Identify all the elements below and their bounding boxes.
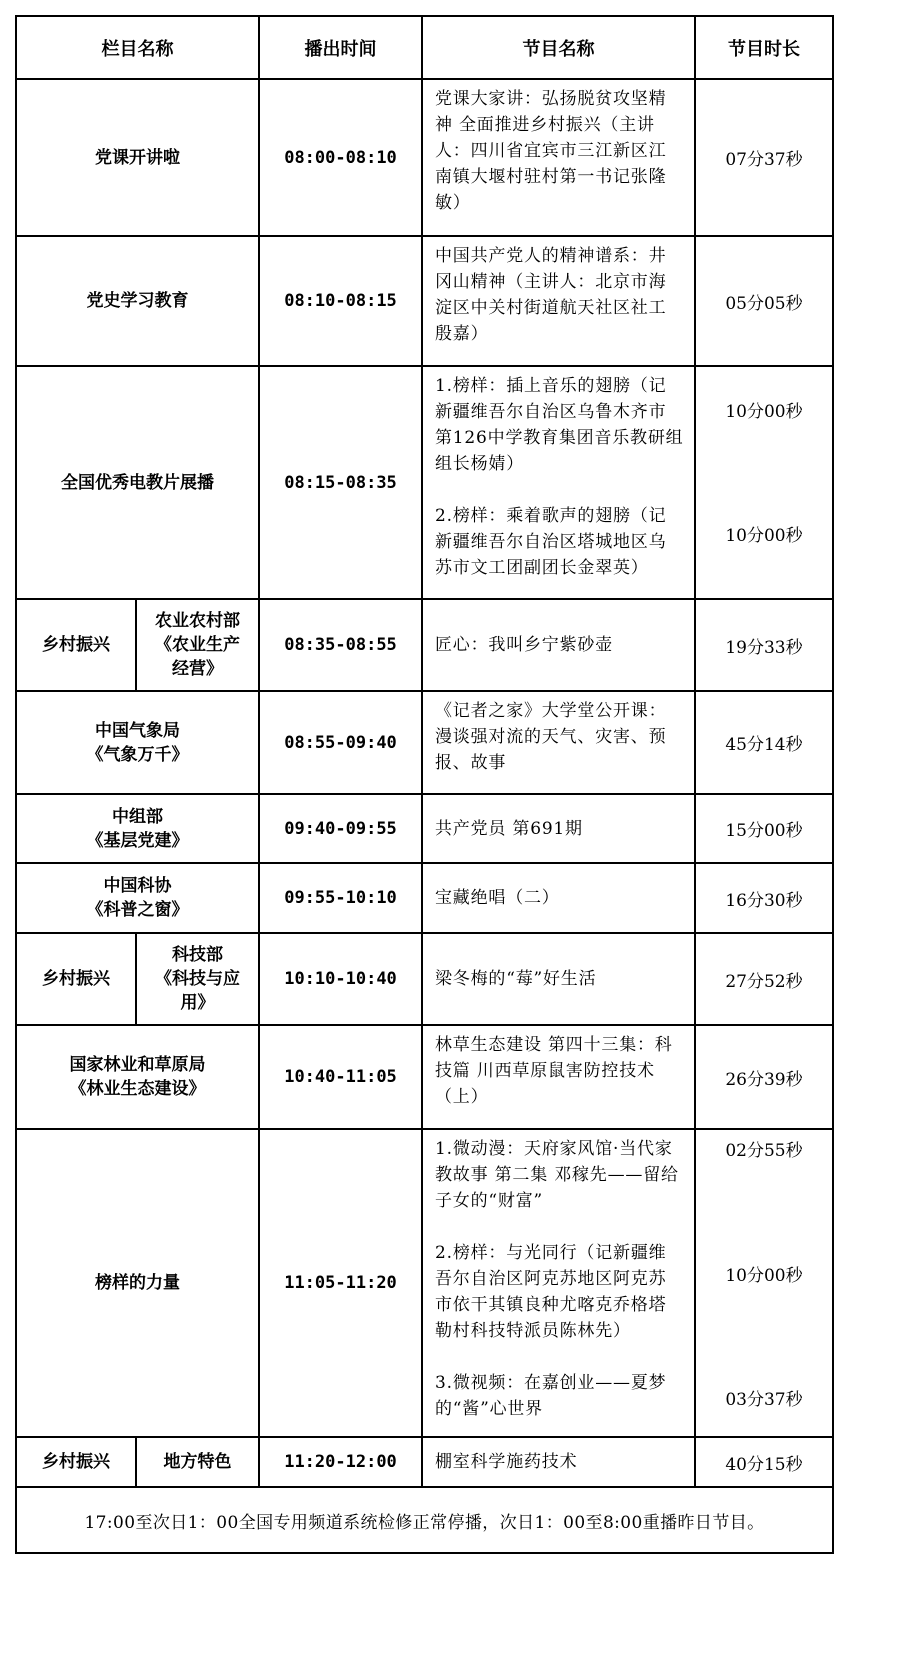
footer-row xyxy=(16,1487,833,1553)
column-name xyxy=(16,794,259,863)
header-row xyxy=(16,16,833,79)
program-name xyxy=(422,236,695,366)
air-time: 08:15-08:35 xyxy=(259,366,422,599)
sub-line: 国家林业和草原局 xyxy=(69,1055,206,1075)
program-text: 3.微视频：在嘉创业——夏梦的“酱”心世界 xyxy=(435,1373,667,1419)
program-text: 棚室科学施药技术 xyxy=(435,1452,578,1472)
sub-line: 《科技与应 xyxy=(155,969,240,989)
table-row xyxy=(16,599,833,691)
duration-item: 10分00秒 xyxy=(725,526,803,546)
table-row xyxy=(16,1025,833,1129)
table-row xyxy=(16,366,833,599)
air-time: 10:40-11:05 xyxy=(259,1025,422,1129)
duration-item: 10分00秒 xyxy=(725,1266,803,1286)
program-text: 匠心：我叫乡宁紫砂壶 xyxy=(435,635,613,655)
column-name: 乡村振兴 xyxy=(16,933,136,1025)
table-row xyxy=(16,1129,833,1437)
sub-line: 农业农村部 xyxy=(155,611,240,631)
header-duration: 节目时长 xyxy=(695,16,833,79)
table-row xyxy=(16,691,833,794)
table-row xyxy=(16,863,833,933)
column-name: 榜样的力量 xyxy=(16,1129,259,1437)
program-name xyxy=(422,1437,695,1487)
footer-note: 17:00至次日1：00全国专用频道系统检修正常停播，次日1：00至8:00重播昨日节目。 xyxy=(16,1487,833,1553)
column-name xyxy=(16,691,259,794)
duration: 19分33秒 xyxy=(695,599,833,691)
sub-line: 《农业生产 xyxy=(155,635,240,655)
duration: 16分30秒 xyxy=(695,863,833,933)
duration-item: 02分55秒 xyxy=(725,1141,803,1161)
program-text: 共产党员 第691期 xyxy=(435,818,583,839)
air-time: 09:55-10:10 xyxy=(259,863,422,933)
header-column-name: 栏目名称 xyxy=(16,16,259,79)
duration: 07分37秒 xyxy=(695,79,833,236)
duration-item: 03分37秒 xyxy=(725,1390,803,1410)
air-time: 11:20-12:00 xyxy=(259,1437,422,1487)
program-text: 林草生态建设 第四十三集：科技篇 川西草原鼠害防控技术（上） xyxy=(435,1035,673,1107)
duration: 45分14秒 xyxy=(695,691,833,794)
column-name xyxy=(16,863,259,933)
duration: 40分15秒 xyxy=(695,1437,833,1487)
air-time: 08:55-09:40 xyxy=(259,691,422,794)
table-row xyxy=(16,236,833,366)
duration xyxy=(695,366,833,599)
duration: 15分00秒 xyxy=(695,794,833,863)
program-name xyxy=(422,933,695,1025)
table-row xyxy=(16,933,833,1025)
air-time: 08:10-08:15 xyxy=(259,236,422,366)
program-text: 2.榜样：乘着歌声的翅膀（记新疆维吾尔自治区塔城地区乌苏市文工团副团长金翠英） xyxy=(435,506,667,578)
sub-line: 《林业生态建设》 xyxy=(69,1079,206,1099)
sub-line: 《气象万千》 xyxy=(86,744,189,765)
header-program: 节目名称 xyxy=(422,16,695,79)
sub-line: 中国科协 xyxy=(103,876,172,896)
program-name xyxy=(422,1025,695,1129)
program-text: 1.榜样：插上音乐的翅膀（记新疆维吾尔自治区乌鲁木齐市第126中学教育集团音乐教研组组长杨婧） xyxy=(435,376,684,474)
program-text: 宝藏绝唱（二） xyxy=(435,888,560,908)
sub-column-name xyxy=(136,599,259,691)
sub-line: 《科普之窗》 xyxy=(86,900,189,920)
sub-line: 中国气象局 xyxy=(95,720,180,741)
air-time: 08:35-08:55 xyxy=(259,599,422,691)
column-name: 乡村振兴 xyxy=(16,599,136,691)
sub-line: 用》 xyxy=(180,993,215,1013)
air-time: 11:05-11:20 xyxy=(259,1129,422,1437)
duration: 27分52秒 xyxy=(695,933,833,1025)
column-name: 党史学习教育 xyxy=(16,236,259,366)
table-row xyxy=(16,1437,833,1487)
program-text: 1.微动漫：天府家风馆·当代家教故事 第二集 邓稼先——留给子女的“财富” xyxy=(435,1139,679,1211)
program-name xyxy=(422,599,695,691)
sub-column-name: 地方特色 xyxy=(136,1437,259,1487)
program-name xyxy=(422,863,695,933)
program-text: 党课大家讲：弘扬脱贫攻坚精神 全面推进乡村振兴（主讲人：四川省宜宾市三江新区江南镇大堰村驻村第一书记张隆敏） xyxy=(435,89,667,213)
sub-column-name xyxy=(136,933,259,1025)
program-name xyxy=(422,794,695,863)
program-text: 2.榜样：与光同行（记新疆维吾尔自治区阿克苏地区阿克苏市依干其镇良种尤喀克乔格塔勒村科技特派员陈林先） xyxy=(435,1243,667,1341)
table-row xyxy=(16,794,833,863)
sub-line: 经营》 xyxy=(172,659,223,679)
air-time: 09:40-09:55 xyxy=(259,794,422,863)
duration-item: 10分00秒 xyxy=(725,402,803,422)
duration xyxy=(695,1129,833,1437)
program-name xyxy=(422,691,695,794)
sub-line: 《基层党建》 xyxy=(86,830,189,851)
program-name xyxy=(422,366,695,599)
column-name xyxy=(16,1025,259,1129)
column-name: 党课开讲啦 xyxy=(16,79,259,236)
air-time: 10:10-10:40 xyxy=(259,933,422,1025)
program-text: 梁冬梅的“莓”好生活 xyxy=(435,969,597,989)
program-name xyxy=(422,1129,695,1437)
column-name: 乡村振兴 xyxy=(16,1437,136,1487)
duration: 26分39秒 xyxy=(695,1025,833,1129)
column-name: 全国优秀电教片展播 xyxy=(16,366,259,599)
program-text: 《记者之家》大学堂公开课：漫谈强对流的天气、灾害、预报、故事 xyxy=(435,701,667,773)
schedule-table xyxy=(15,15,834,1554)
header-time: 播出时间 xyxy=(259,16,422,79)
sub-line: 中组部 xyxy=(112,806,163,827)
table-row xyxy=(16,79,833,236)
program-name xyxy=(422,79,695,236)
sub-line: 科技部 xyxy=(172,945,223,965)
duration: 05分05秒 xyxy=(695,236,833,366)
program-text: 中国共产党人的精神谱系：井冈山精神（主讲人：北京市海淀区中关村街道航天社区社工殷嘉） xyxy=(435,246,667,344)
air-time: 08:00-08:10 xyxy=(259,79,422,236)
